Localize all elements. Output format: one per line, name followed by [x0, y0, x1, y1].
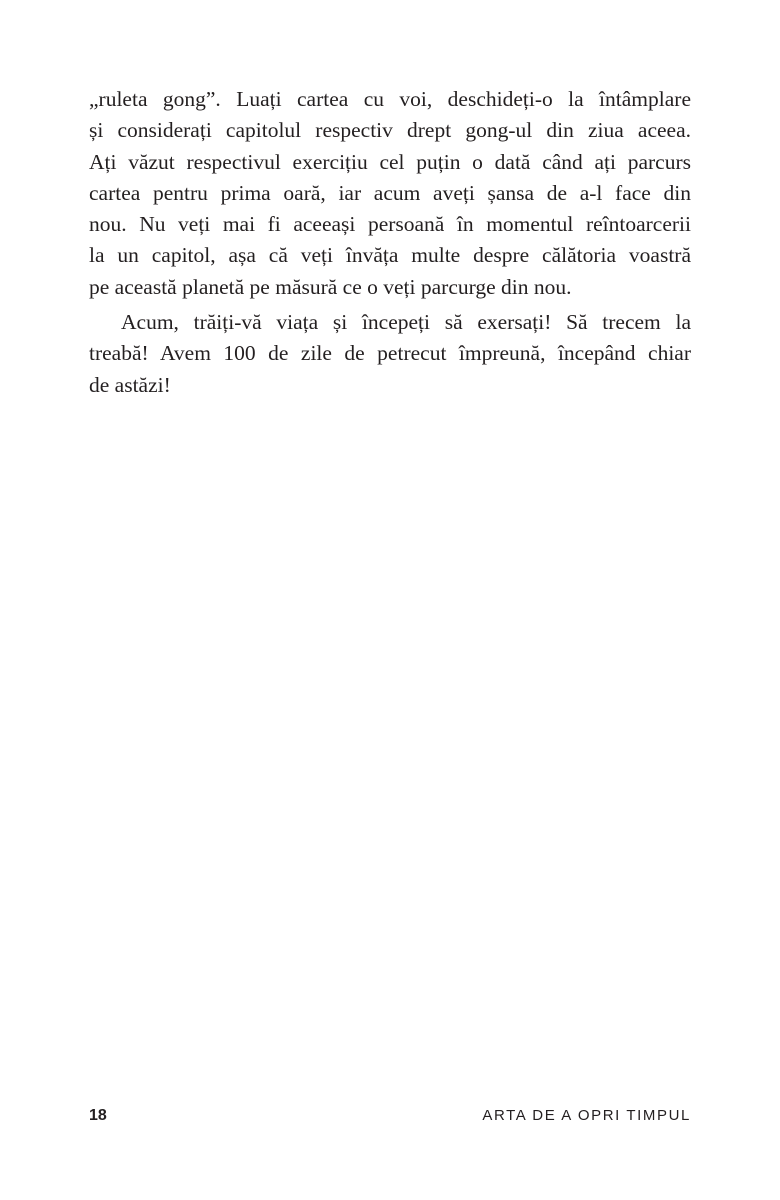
text-line: nou. Nu veți mai fi aceeași persoană în momentul reîntoarcerii — [89, 212, 691, 237]
text-line: la un capitol, așa că veți învăța multe despre călătoria voastră — [89, 243, 691, 268]
text-line: „ruleta gong”. Luați cartea cu voi, deschideți-o la întâmplare — [89, 87, 691, 111]
paragraph-2 — [89, 307, 691, 401]
text-line: și considerați capitolul respectiv drept gong-ul din ziua aceea. — [89, 118, 691, 143]
text-line: cartea pentru prima oară, iar acum aveți șansa de a-l face din — [89, 180, 691, 205]
page-number: 18 — [89, 1107, 107, 1124]
text-line: de astăzi! — [89, 372, 171, 397]
body-text — [89, 84, 691, 401]
text-line: treabă! Avem 100 de zile de petrecut împreună, începând chiar — [89, 341, 691, 366]
paragraph-1 — [89, 84, 691, 303]
text-line: pe această planetă pe măsură ce o veți parcurge din nou. — [89, 274, 572, 299]
running-head: ARTA DE A OPRI TIMPUL — [482, 1107, 691, 1124]
text-line: Acum, trăiți-vă viața și începeți să exersați! Să trecem la — [121, 310, 691, 335]
text-line: Ați văzut respectivul exercițiu cel puțin o dată când ați parcurs — [89, 149, 691, 174]
